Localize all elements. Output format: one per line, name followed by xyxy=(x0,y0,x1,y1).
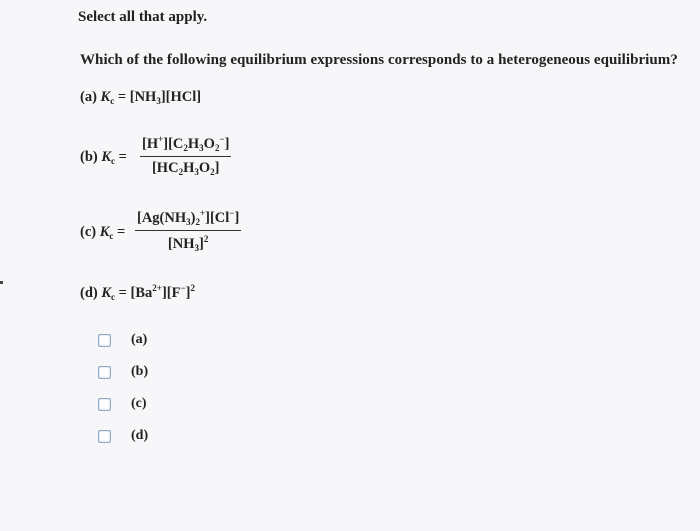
expression-d-k: K xyxy=(101,285,112,301)
expression-c-k: K xyxy=(99,224,110,240)
expression-a-formula: $[NH_3][HCl]$ xyxy=(129,89,202,106)
expression-b-numerator: $[H^+][C_2H_3O_2^-]$ xyxy=(142,134,230,153)
expression-c-lhs xyxy=(80,224,125,241)
option-a-label[interactable]: (a) xyxy=(131,332,148,347)
expression-b-lhs xyxy=(80,149,127,166)
expression-a-label: (a) xyxy=(80,89,97,105)
edge-mark xyxy=(0,281,3,284)
expression-b-fraction xyxy=(140,134,231,177)
option-b[interactable] xyxy=(93,361,148,383)
expression-a-k-sub: c xyxy=(110,96,115,106)
checkbox-a[interactable] xyxy=(98,334,111,347)
expression-c-numerator: $[Ag(NH_3)_2^+][Cl^-]$ xyxy=(137,208,240,227)
expression-a-equals: = xyxy=(117,89,127,105)
option-a[interactable] xyxy=(93,329,148,351)
answer-options xyxy=(93,329,148,457)
option-d[interactable] xyxy=(93,425,148,447)
instruction-text: Select all that apply. xyxy=(78,9,208,25)
expression-d-formula: $[Ba^{2+}][F^-]^2$ xyxy=(130,283,195,301)
expression-c-equals: = xyxy=(117,224,126,240)
expression-b-denominator: $[HC_2H_3O_2]$ xyxy=(151,160,220,177)
checkbox-b[interactable] xyxy=(98,366,111,379)
expression-b-label: (b) xyxy=(80,149,98,165)
expression-b-k: K xyxy=(101,149,112,165)
expression-d-k-sub: c xyxy=(111,292,116,302)
expression-c-k-sub: c xyxy=(109,231,114,241)
option-c[interactable] xyxy=(93,393,148,415)
option-c-label[interactable]: (c) xyxy=(131,396,147,411)
checkbox-c[interactable] xyxy=(98,398,111,411)
expression-b-equals: = xyxy=(118,149,127,165)
question-text: Which of the following equilibrium expressions corresponds to a heterogeneous equilibrium? xyxy=(80,52,678,68)
expression-d-equals: = xyxy=(118,285,127,301)
expression-c-label: (c) xyxy=(80,224,97,240)
checkbox-d[interactable] xyxy=(98,430,111,443)
expression-c-fraction xyxy=(135,208,241,253)
expression-b-k-sub: c xyxy=(111,156,116,166)
expression-a xyxy=(80,89,201,106)
expression-d-label: (d) xyxy=(80,285,98,301)
option-d-label[interactable]: (d) xyxy=(131,428,149,443)
expression-d xyxy=(80,283,195,302)
expression-c-denominator: $[NH_3]^2$ xyxy=(167,234,209,253)
option-b-label[interactable]: (b) xyxy=(131,364,149,379)
expression-a-k: K xyxy=(100,89,111,105)
